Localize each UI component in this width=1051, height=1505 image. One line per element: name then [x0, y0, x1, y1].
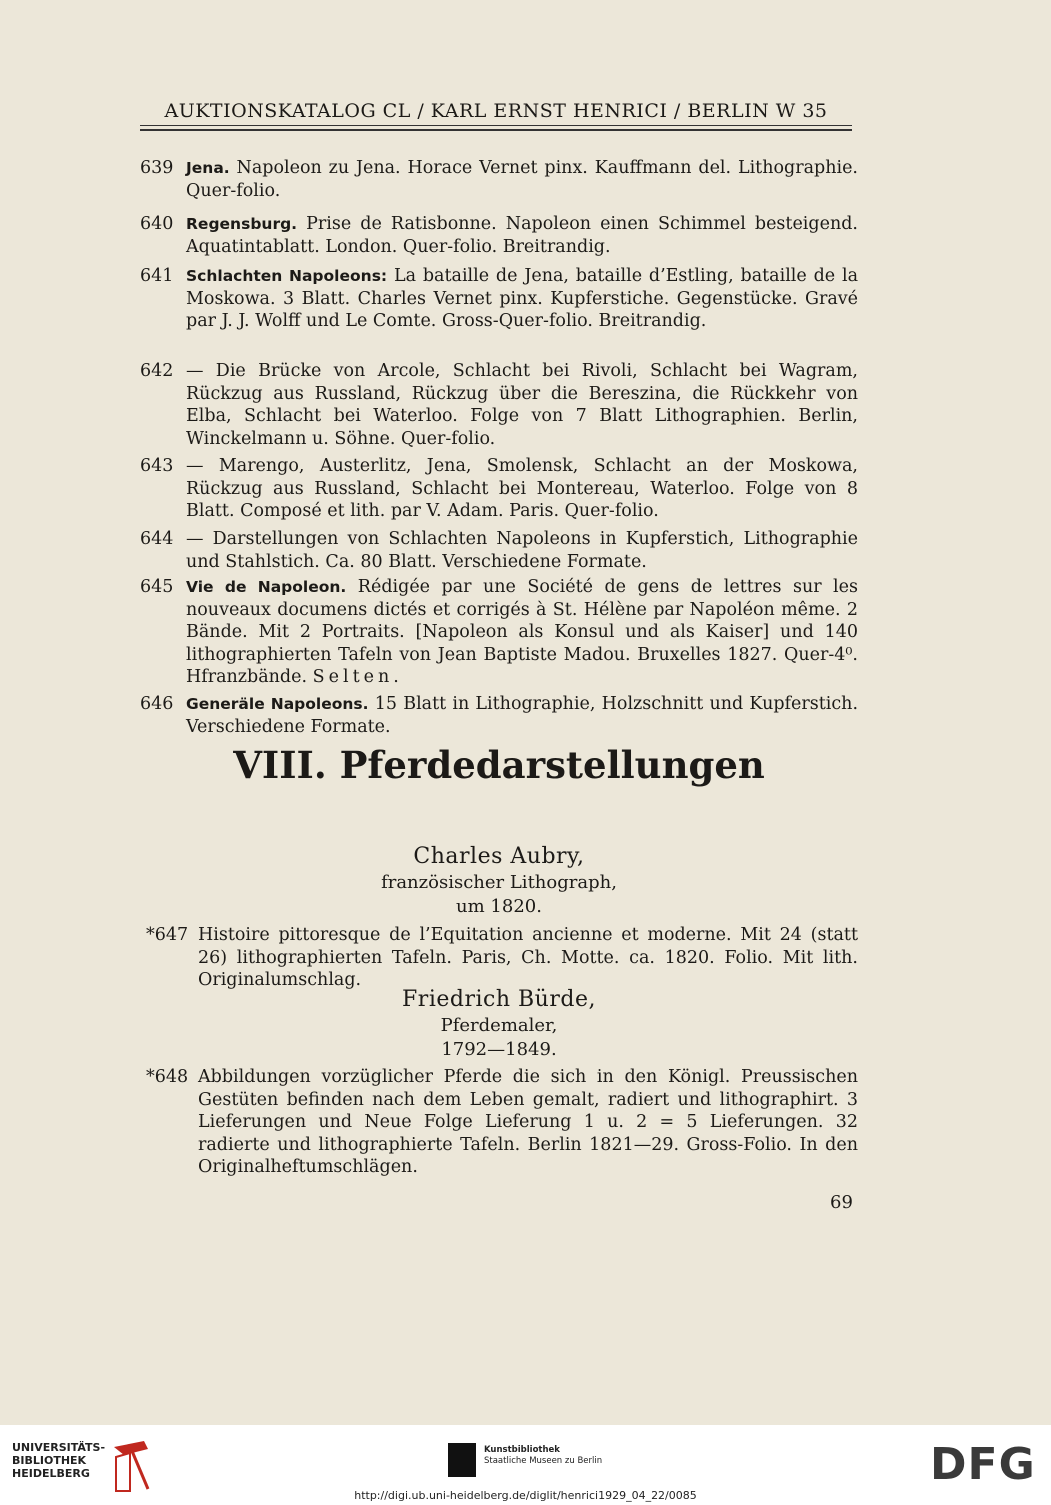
catalog-entry [140, 528, 858, 573]
entry-number: 639 [140, 158, 174, 178]
entry-text: — Die Brücke von Arcole, Schlacht bei Rivoli, Schlacht bei Wagram, Rückzug aus Russland, Rückzug über die Bereszina, die Rückkehr von Elba, Schlacht bei Waterloo. Folge von 7 Blatt Lithographien. Berlin, Winckelmann u. Söhne. Quer-folio. [186, 361, 858, 449]
entry-text: — Marengo, Austerlitz, Jena, Smolensk, Schlacht an der Moskowa, Rückzug aus Russland, Schlacht bei Montereau, Waterloo. Folge von 8 Blatt. Composé et lith. par V. Adam. Paris. Quer-folio. [186, 456, 858, 521]
header-rule-thick [140, 129, 852, 131]
catalog-entry [140, 924, 858, 992]
artist-role: Pferdemaler, [440, 1015, 558, 1036]
logo-line: Staatliche Museen zu Berlin [484, 1456, 603, 1466]
dfg-logo[interactable]: DFG [930, 1439, 1036, 1490]
logo-line: UNIVERSITÄTS- [12, 1441, 106, 1454]
catalog-entry [140, 576, 858, 689]
artist-heading [140, 843, 858, 919]
entry-number: 644 [140, 529, 174, 549]
rarity-note: Selten. [312, 667, 403, 687]
header-rule-thin [140, 125, 852, 126]
artist-dates: um 1820. [456, 896, 542, 917]
entry-text: Abbildungen vorzüglicher Pferde die sich in den Königl. Preussischen Gestüten befinden nach dem Leben gemalt, radiert und lithographirt. 3 Lieferungen und Neue Folge Lieferung 1 u. 2 = 5 Lieferungen. 32 radierte und lithographierte Tafeln. Berlin 1821—29. Gross-Folio. In den Originalheftumschlägen. [198, 1067, 858, 1177]
artist-heading [140, 986, 858, 1062]
artist-role: französischer Lithograph, [381, 872, 617, 893]
catalog-entry [140, 360, 858, 450]
footer-bar [0, 1425, 1051, 1505]
catalog-entry [140, 1066, 858, 1179]
artist-name: Charles Aubry, [413, 844, 585, 869]
running-header: AUKTIONSKATALOG CL / KARL ERNST HENRICI / BERLIN W 35 [164, 100, 828, 122]
university-library-logo[interactable] [12, 1439, 172, 1493]
permalink-url[interactable]: http://digi.ub.uni-heidelberg.de/diglit/henrici1929_04_22/0085 [354, 1489, 697, 1502]
entry-number: *647 [146, 925, 189, 945]
entry-number: 643 [140, 456, 174, 476]
library-emblem-icon [110, 1439, 152, 1493]
entry-text: Napoleon zu Jena. Horace Vernet pinx. Kauffmann del. Lithographie. Quer-folio. [186, 158, 858, 201]
artist-name: Friedrich Bürde, [402, 987, 596, 1012]
entry-keyword: Jena. [186, 159, 230, 177]
entry-keyword: Vie de Napoleon. [186, 578, 347, 596]
entry-number: *648 [146, 1067, 189, 1087]
page-number: 69 [830, 1192, 853, 1213]
entry-keyword: Schlachten Napoleons: [186, 267, 388, 285]
entry-text: La bataille de Jena, bataille d’Estling, bataille de la Moskowa. 3 Blatt. Charles Vernet pinx. Kupferstiche. Gegenstücke. Gravé par J. J. Wolff und Le Comte. Gross-Quer-folio. Breitrandig. [186, 266, 859, 331]
entry-text: Prise de Ratisbonne. Napoleon einen Schimmel besteigend. Aquatintablatt. London. Quer-folio. Breitrandig. [186, 214, 858, 257]
entry-number: 645 [140, 577, 174, 597]
logo-line: Kunstbibliothek [484, 1445, 560, 1455]
catalog-entry [140, 213, 858, 258]
entry-text: Rédigée par une Société de gens de lettres sur les nouveaux documens dictés et corrigés à St. Hélène par Napoléon même. 2 Bände. Mit 2 Portraits. [Napoleon als Konsul und als Kaiser] und 140 lithographierten Tafeln von Jean Baptiste Madou. Bruxelles 1827. Quer-4⁰. Hfranzbände. [186, 577, 858, 687]
entry-number: 642 [140, 361, 174, 381]
entry-text: — Darstellungen von Schlachten Napoleons in Kupferstich, Lithographie und Stahlstich. Ca. 80 Blatt. Verschiedene Formate. [186, 529, 858, 572]
catalog-entry [140, 455, 858, 523]
section-heading: VIII. Pferdedarstellungen [233, 743, 765, 787]
entry-text: Histoire pittoresque de l’Equitation ancienne et moderne. Mit 24 (statt 26) lithographierten Tafeln. Paris, Ch. Motte. ca. 1820. Folio. Mit lith. Originalumschlag. [198, 925, 858, 990]
logo-line: HEIDELBERG [12, 1467, 90, 1480]
entry-keyword: Regensburg. [186, 215, 298, 233]
logo-line: BIBLIOTHEK [12, 1454, 87, 1467]
catalog-entry [140, 157, 858, 202]
entry-keyword: Generäle Napoleons. [186, 695, 369, 713]
entry-text: 15 Blatt in Lithographie, Holzschnitt und Kupferstich. Verschiedene Formate. [186, 694, 859, 737]
entry-number: 640 [140, 214, 174, 234]
entry-number: 646 [140, 694, 174, 714]
catalog-entry [140, 265, 858, 333]
entry-number: 641 [140, 266, 174, 286]
catalog-entry [140, 693, 858, 738]
kunstbibliothek-logo[interactable] [448, 1443, 628, 1483]
kunstbibliothek-emblem-icon [448, 1443, 476, 1477]
artist-dates: 1792—1849. [441, 1039, 557, 1060]
